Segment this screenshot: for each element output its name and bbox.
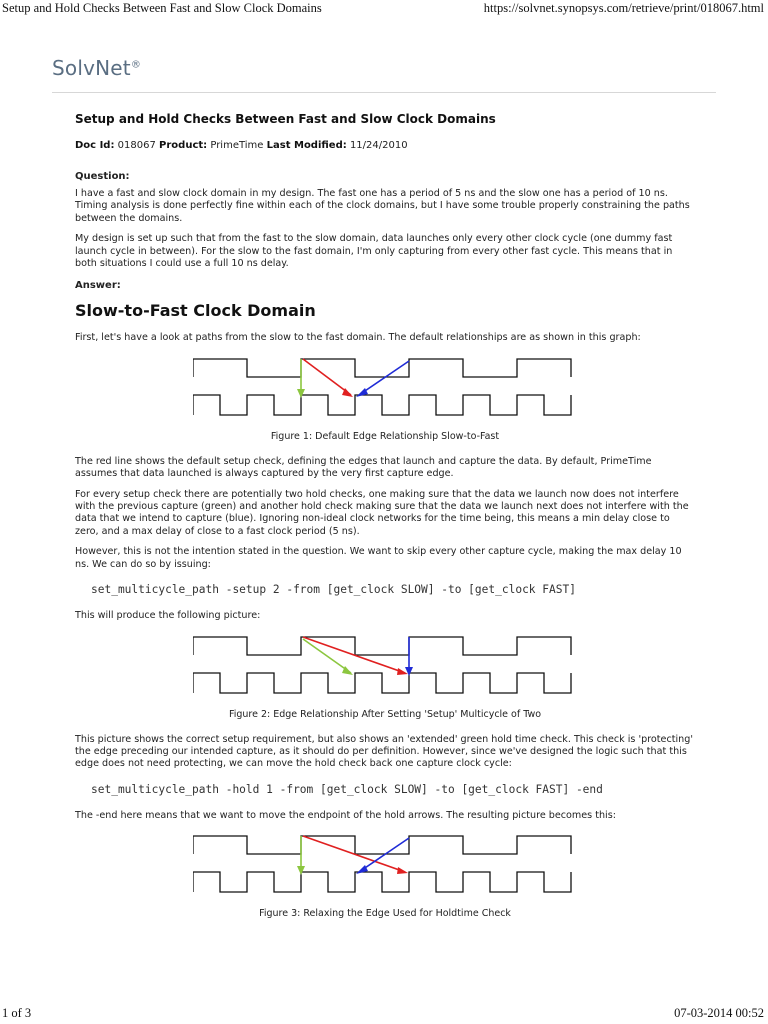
page-number: 1 of 3 [2,1006,32,1020]
hold-arrow-green-head [297,866,305,875]
hold-arrow-green [303,639,351,673]
modified-value: 11/24/2010 [349,140,408,151]
however-paragraph: However, this is not the intention stated in the question. We want to skip every other capture cycle, making the max delay 10 ns. We can do so by issuing: [75,546,682,570]
section-heading: Slow-to-Fast Clock Domain [75,301,316,321]
print-header-url[interactable]: https://solvnet.synopsys.com/retrieve/print/018067.html [483,1,764,15]
print-datetime: 07-03-2014 00:52 [674,1006,764,1020]
hold-arrow-blue [359,361,409,395]
figure-3 [75,830,695,900]
modified-label: Last Modified: [266,140,347,151]
slow-clock-wave [193,836,571,854]
end-paragraph: The -end here means that we want to move the endpoint of the hold arrows. The resulting picture becomes this: [75,809,616,821]
produce-paragraph: This will produce the following picture: [75,610,261,622]
figure-3-diagram [193,830,577,900]
question-label: Question: [75,171,130,182]
solvnet-logo [52,56,141,80]
setup-arrow-red [303,359,351,395]
question-paragraph-2: My design is set up such that from the fast to the slow domain, data launches only every other clock cycle (one dummy fast launch cycle in between). For the slow to the fast domain, I'm only capturing from every other fast cycle. This means that in both situations I could use a full 10 ns delay. [75,233,673,270]
slow-clock-wave [193,359,571,377]
article [75,112,695,933]
hold-arrow-blue-head [405,667,413,676]
article-meta [75,140,695,151]
code-setup-multicycle: set_multicycle_path -setup 2 -from [get_clock SLOW] -to [get_clock FAST] [91,583,576,597]
article-title: Setup and Hold Checks Between Fast and Slow Clock Domains [75,112,496,126]
fast-clock-wave [193,872,571,892]
doc-id-value: 018067 [117,140,156,151]
product-value: PrimeTime [210,140,264,151]
logo-divider [52,92,716,93]
red-line-paragraph: The red line shows the default setup check, defining the edges that launch and capture the data. By default, PrimeTime assumes that data launched is always captured by the very first capture edge. [75,455,652,480]
figure-2 [75,631,695,701]
logo-reg: ® [130,59,142,71]
figure-2-caption: Figure 2: Edge Relationship After Setting 'Setup' Multicycle of Two [228,708,542,720]
fast-clock-wave [193,673,571,693]
answer-label: Answer: [75,280,121,292]
figure-3-caption: Figure 3: Relaxing the Edge Used for Holdtime Check [259,908,511,920]
hold-arrow-blue [359,838,409,872]
figure-1 [75,353,695,423]
setup-arrow-red-head [397,867,408,874]
doc-id-label: Doc Id: [75,140,115,151]
figure-2-diagram [193,631,577,701]
question-paragraph-1: I have a fast and slow clock domain in my design. The fast one has a period of 5 ns and the slow one has a period of 10 ns. Timing analysis is done perfectly fine within each of the clock domains, but I have some trouble properly constraining the paths between the domains. [75,188,690,224]
fast-clock-wave [193,395,571,415]
hold-arrow-green-head [297,389,305,398]
figure-1-diagram [193,353,577,423]
print-footer [0,1004,768,1024]
logo-text: SolvNet [52,56,131,80]
print-header [0,0,768,18]
intro-paragraph: First, let's have a look at paths from the slow to the fast domain. The default relationships are as shown in this graph: [75,332,641,344]
code-hold-multicycle: set_multicycle_path -hold 1 -from [get_clock SLOW] -to [get_clock FAST] -end [91,782,603,796]
picture-paragraph: This picture shows the correct setup requirement, but also shows an 'extended' green hold time check. This check is 'protecting' the edge preceding our intended capture, as it should do per definition. However, since we've designed the logic such that this edge does not need protecting, we can move the hold check back one capture clock cycle: [75,733,693,770]
print-header-title: Setup and Hold Checks Between Fast and Slow Clock Domains [2,1,322,15]
hold-checks-paragraph: For every setup check there are potentially two hold checks, one making sure that the data we launch now does not interfere with the previous capture (green) and another hold check making sure that the data we launch next does not interfere with the data that we intend to capture (blue). Ignoring non-ideal clock networks for the time being, this means a min delay close to zero, and a max delay of close to a fast clock period (5 ns). [75,488,689,537]
figure-1-caption: Figure 1: Default Edge Relationship Slow-to-Fast [270,430,500,442]
slow-clock-wave [193,637,571,655]
product-label: Product: [159,140,208,151]
